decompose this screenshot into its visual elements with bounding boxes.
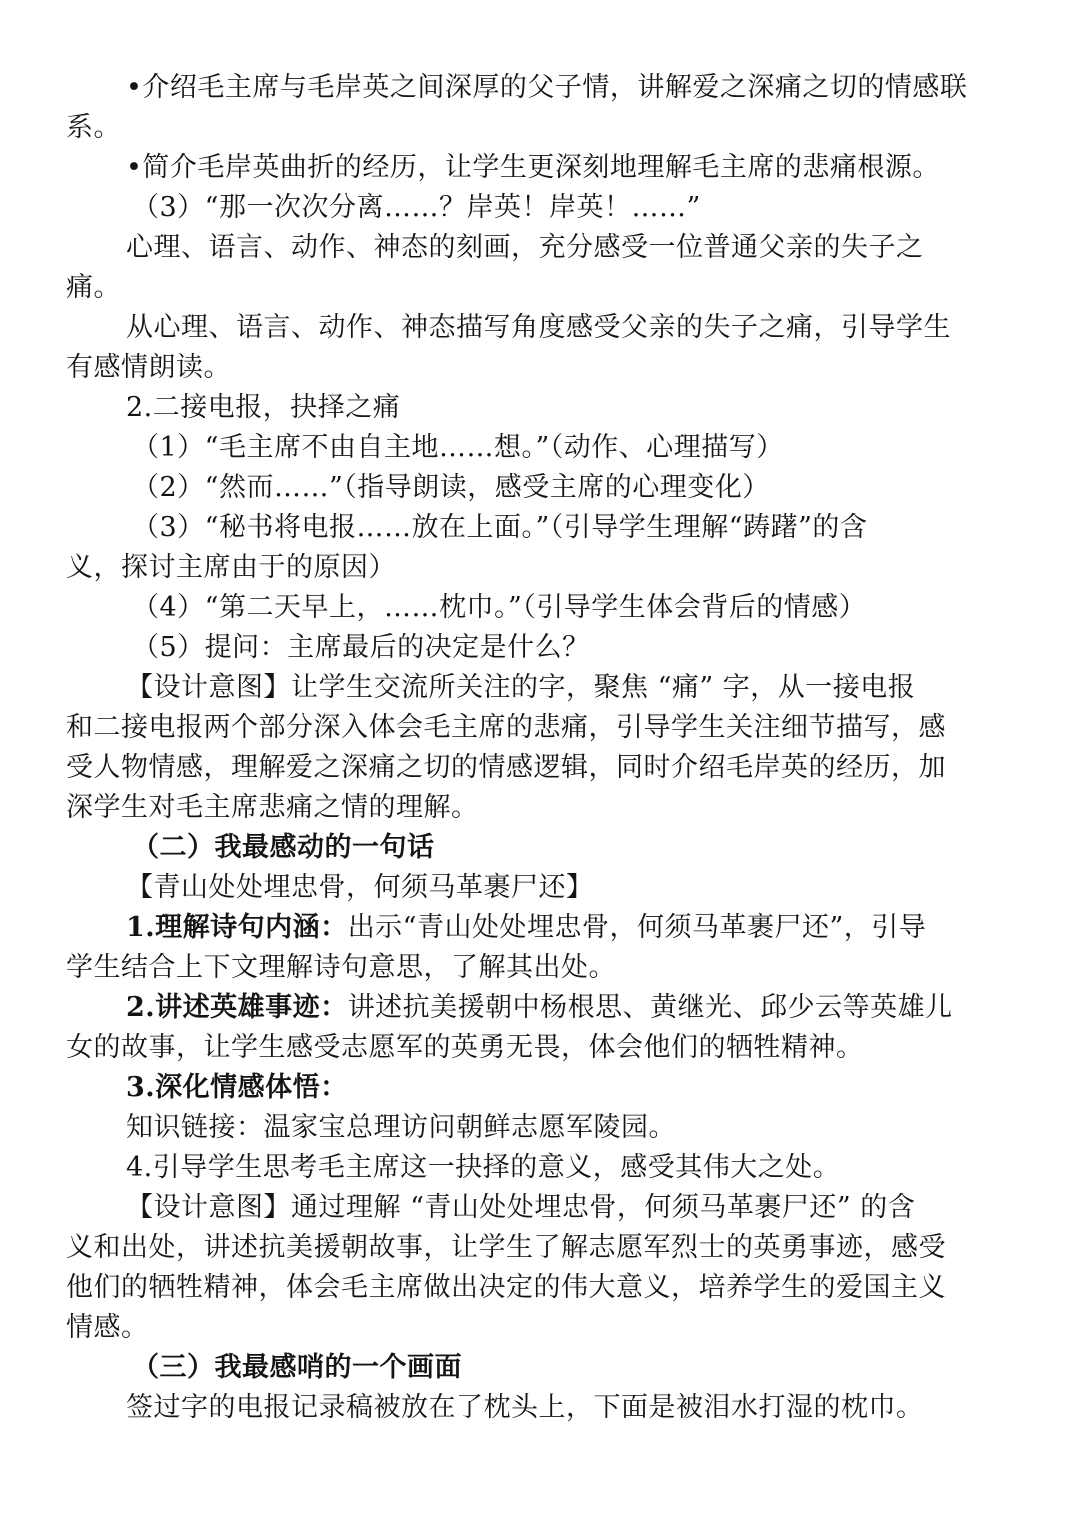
item-label: 1.理解诗句内涵： [126,912,348,943]
design-intent-line: 情感。 [66,1312,149,1343]
item-text: 出示“青山处处埋忠骨，何须马革裹尸还”，引导 [347,912,927,943]
paragraph-line: （3）“秘书将电报……放在上面。”（引导学生理解“踌躇”的含 [132,512,868,543]
paragraph-line: 女的故事，让学生感受志愿军的英勇无畏，体会他们的牺牲精神。 [66,1032,864,1063]
paragraph-line: （3）“那一次次分离……？岸英！岸英！……” [132,192,701,223]
paragraph-line: 义，探讨主席由于的原因） [66,552,396,583]
item-label: 2.讲述英雄事迹： [126,992,348,1023]
paragraph-line: （2）“然而……”（指导朗读，感受主席的心理变化） [132,472,770,503]
design-intent-line: 和二接电报两个部分深入体会毛主席的悲痛，引导学生关注细节描写，感 [66,712,946,743]
design-intent-line: 【设计意图】通过理解 “青山处处埋忠骨，何须马革裹尸还” 的含 [126,1192,916,1223]
paragraph-line: （5）提问：主席最后的决定是什么？ [132,632,590,663]
design-intent-line: 【设计意图】让学生交流所关注的字，聚焦 “痛” 字，从一接电报 [126,672,916,703]
paragraph-line [66,988,1006,1028]
design-intent-line: 义和出处，讲述抗美援朝故事，让学生了解志愿军烈士的英勇事迹，感受 [66,1232,946,1263]
quote-title: 【青山处处埋忠骨，何须马革裹尸还】 [126,872,594,903]
item-label: 3.深化情感体悟： [126,1072,348,1103]
paragraph-line: 4.引导学生思考毛主席这一抉择的意义，感受其伟大之处。 [126,1152,841,1183]
design-intent-line: 深学生对毛主席悲痛之情的理解。 [66,792,479,823]
design-intent-line: 他们的牺牲精神，体会毛主席做出决定的伟大意义，培养学生的爱国主义 [66,1272,946,1303]
item-text: 讲述抗美援朝中杨根思、黄继光、邱少云等英雄儿 [347,992,953,1023]
section-heading: （三）我最感哨的一个画面 [132,1352,462,1383]
design-intent-line: 受人物情感，理解爱之深痛之切的情感逻辑，同时介绍毛岸英的经历，加 [66,752,946,783]
document-page [66,68,1006,1428]
paragraph-line [66,908,1006,948]
section-subheading: 2.二接电报，抉择之痛 [126,392,401,423]
paragraph-line: 心理、语言、动作、神态的刻画，充分感受一位普通父亲的失子之 [126,232,924,263]
paragraph-line: 有感情朗读。 [66,352,231,383]
paragraph-line: （1）“毛主席不由自主地……想。”（动作、心理描写） [132,432,784,463]
paragraph-line: 签过字的电报记录稿被放在了枕头上，下面是被泪水打湿的枕巾。 [126,1392,924,1423]
paragraph-line: 系。 [66,112,121,143]
paragraph-line: •简介毛岸英曲折的经历，让学生更深刻地理解毛主席的悲痛根源。 [126,152,940,183]
paragraph-line: 痛。 [66,272,121,303]
section-heading: （二）我最感动的一句话 [132,832,435,863]
paragraph-line: 学生结合上下文理解诗句意思，了解其出处。 [66,952,616,983]
paragraph-line: （4）“第二天早上，……枕巾。”（引导学生体会背后的情感） [132,592,867,623]
paragraph-line: 从心理、语言、动作、神态描写角度感受父亲的失子之痛，引导学生 [126,312,951,343]
paragraph-line: 知识链接：温家宝总理访问朝鲜志愿军陵园。 [126,1112,676,1143]
paragraph-line: •介绍毛主席与毛岸英之间深厚的父子情，讲解爱之深痛之切的情感联 [126,72,968,103]
